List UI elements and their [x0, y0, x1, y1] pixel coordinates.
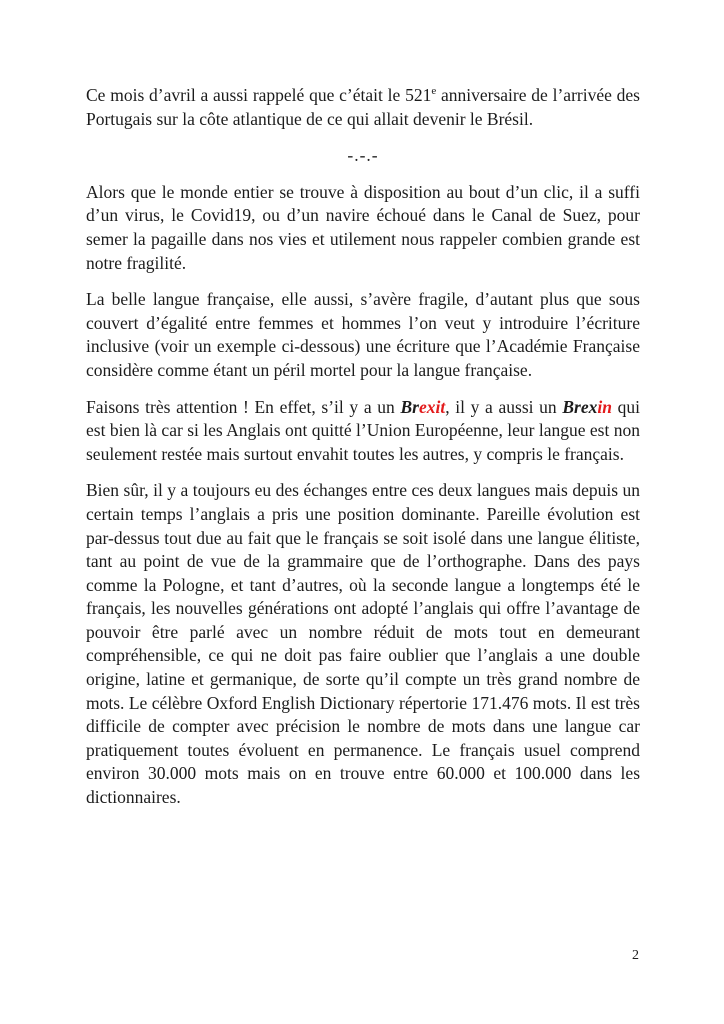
paragraph [86, 479, 640, 809]
text-run: anniversaire de l’arrivée des Portugais sur la côte atlantique de ce qui allait devenir le Brésil. [86, 85, 640, 129]
paragraph [86, 288, 640, 382]
paragraph [86, 84, 640, 131]
text-run: Bien sûr, il y a toujours eu des échanges entre ces deux langues mais depuis un certain temps l’anglais a pris une position dominante. Pareille évolution est par-dessus tout due au fait que le français se soit isolé dans une langue élitiste, tant au point de vue de la grammaire que de l’orthographe. Dans des pays comme la Pologne, et tant d’autres, où la seconde langue a longtemps été le français, les nouvelles générations ont adopté l’anglais qui offre l’avantage de pouvoir être parlé avec un nombre réduit de mots tout en demeurant compréhensible, ce qui ne doit pas faire oublier que l’anglais a une double origine, latine et germanique, de sorte qu’il compte un très grand nombre de mots. Le célèbre Oxford English Dictionary répertorie 171.476 mots. Il est très difficile de compter avec précision le nombre de mots dans une langue car pratiquement toutes évoluent en permanence. Le français usuel comprend environ 30.000 mots mais on en trouve entre 60.000 et 100.000 dans les dictionnaires. [86, 480, 640, 808]
text-run: Ce mois d’avril a aussi rappelé que c’était le 521 [86, 85, 432, 105]
section-separator [86, 144, 640, 168]
paragraph [86, 181, 640, 275]
text-run: exit [418, 396, 446, 417]
text-run: Alors que le monde entier se trouve à disposition au bout d’un clic, il a suffi d’un virus, le Covid19, ou d’un navire échoué dans le Canal de Suez, pour semer la pagaille dans nos vies et utilement nous rappeler combien grande est notre fragilité. [86, 181, 640, 273]
text-run: in [597, 396, 612, 417]
text-run: qui est bien là car si les Anglais ont quitté l’Union Européenne, leur langue est non seulement restée mais surtout envahit toutes les autres, y compris le français. [86, 396, 640, 464]
paragraph [86, 396, 640, 467]
document-body [86, 84, 640, 823]
text-run: La belle langue française, elle aussi, s’avère fragile, d’autant plus que sous couvert d’égalité entre femmes et hommes l’on veut y introduire l’écriture inclusive (voir un exemple ci-dessous) une écriture que l’Académie Française considère comme étant un péril mortel pour la langue française. [86, 289, 640, 380]
page-number: 2 [632, 948, 639, 963]
text-run: Faisons très attention ! En effet, s’il y a un [86, 396, 401, 417]
text-run: Brex [562, 396, 598, 417]
text-run: e [431, 85, 437, 98]
text-run: Br [400, 396, 419, 417]
text-run: , il y a aussi un [445, 396, 563, 417]
text-run: -.-.- [347, 145, 379, 166]
